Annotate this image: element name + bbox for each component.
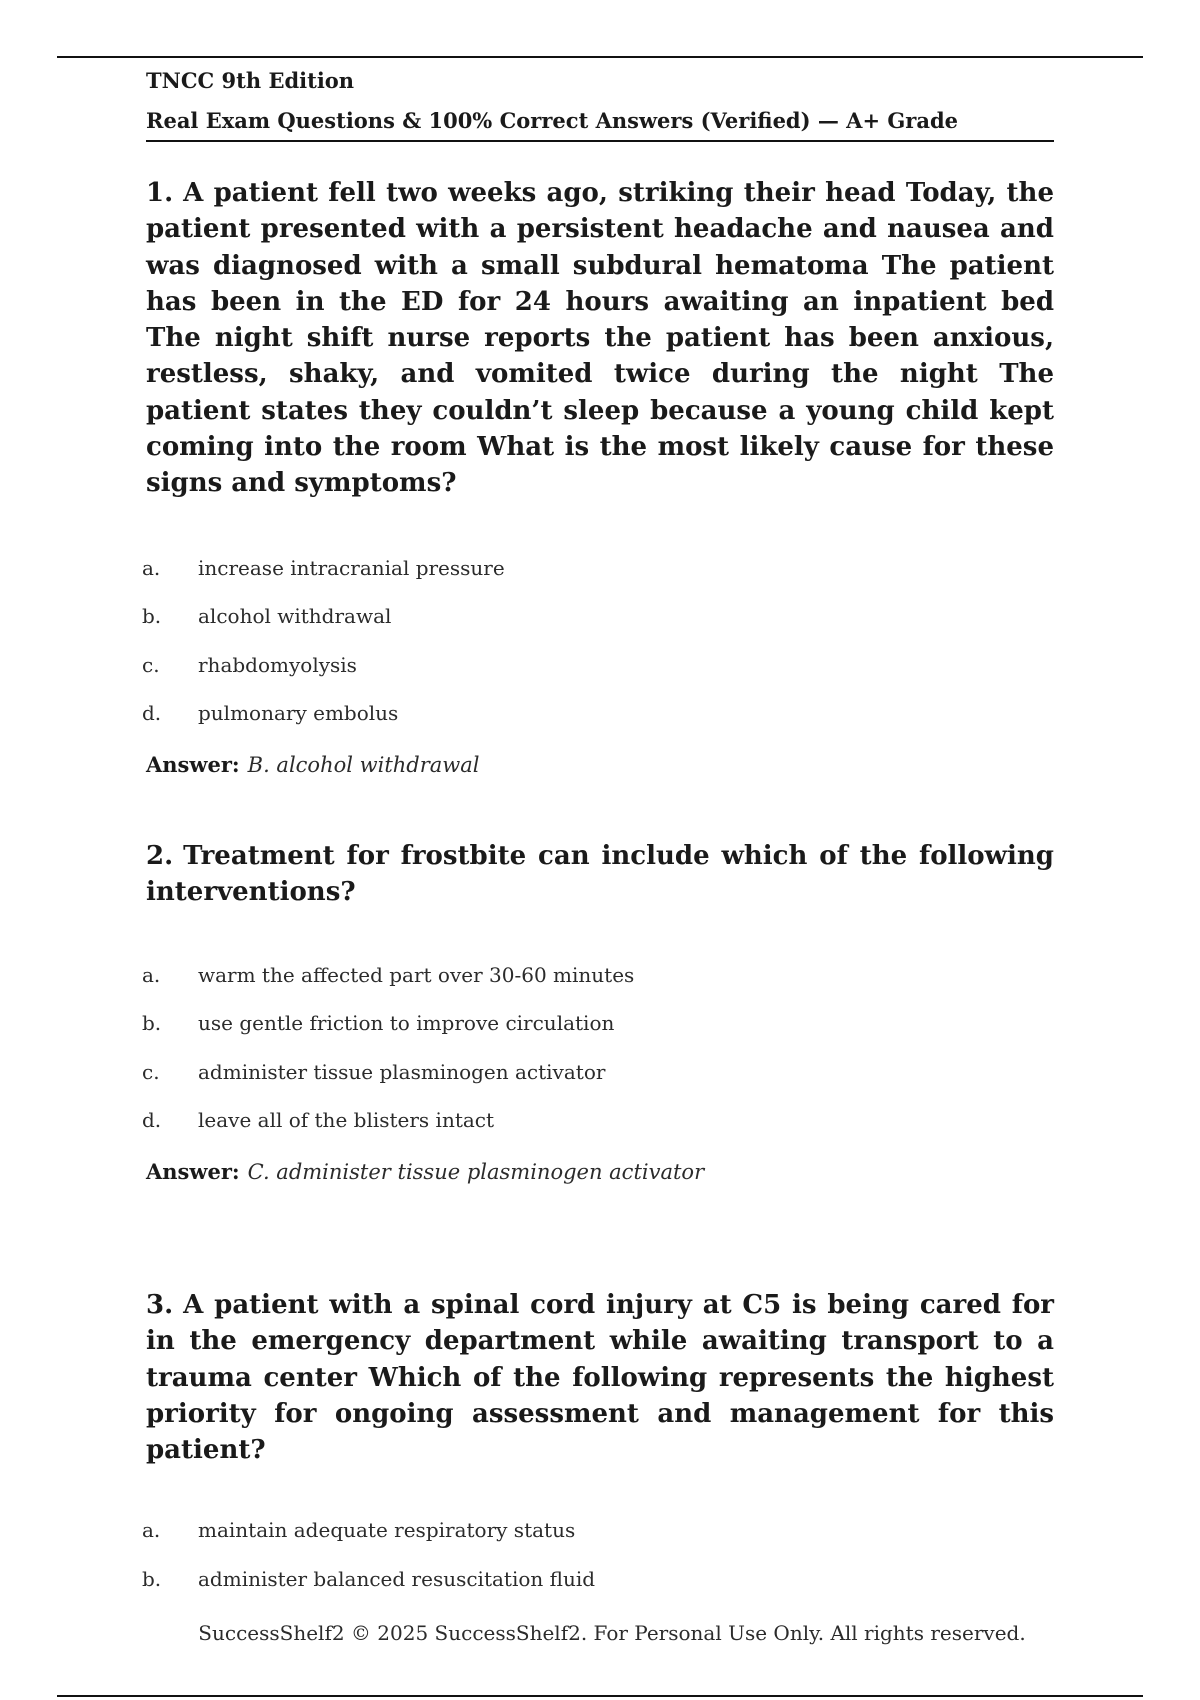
option-letter: a. xyxy=(142,962,161,987)
option-item xyxy=(142,962,1054,1012)
option-text: maintain adequate respiratory status xyxy=(198,1518,576,1543)
answer-line xyxy=(146,1159,1054,1184)
question-number: 2. xyxy=(146,841,174,871)
question-1 xyxy=(142,175,1054,777)
option-item xyxy=(142,701,1054,750)
option-text: leave all of the blisters intact xyxy=(198,1108,495,1133)
question-body: Treatment for frostbite can include which of the following interventions? xyxy=(146,841,1054,908)
answer-value: B. alcohol withdrawal xyxy=(247,752,480,777)
bottom-rule xyxy=(57,1695,1143,1697)
option-letter: b. xyxy=(142,1011,162,1036)
option-text: increase intracranial pressure xyxy=(198,555,505,580)
question-text xyxy=(146,175,1054,502)
question-number: 3. xyxy=(146,1290,174,1320)
question-2 xyxy=(142,838,1054,1184)
option-item xyxy=(142,1011,1054,1060)
option-letter: a. xyxy=(142,1518,161,1543)
option-letter: a. xyxy=(142,555,161,580)
option-item xyxy=(142,555,1054,605)
option-text: administer balanced resuscitation fluid xyxy=(198,1566,596,1591)
document-title: TNCC 9th Edition xyxy=(146,68,355,93)
option-text: use gentle friction to improve circulation xyxy=(198,1011,615,1036)
answer-label: Answer: xyxy=(146,751,240,777)
option-letter: b. xyxy=(142,604,162,629)
top-rule xyxy=(57,56,1143,58)
question-body: A patient with a spinal cord injury at C5 is being cared for in the emergency department while awaiting transport to a trauma center Which of the following represents the highest priority for ongoing assessment and management for this patient? xyxy=(146,1290,1054,1466)
question-text xyxy=(146,1287,1054,1468)
page-header xyxy=(146,64,1054,142)
option-list xyxy=(142,555,1054,750)
question-number: 1. xyxy=(146,178,174,208)
option-text: administer tissue plasminogen activator xyxy=(198,1059,606,1084)
option-item xyxy=(142,1518,1054,1567)
option-letter: c. xyxy=(142,1059,160,1084)
option-item xyxy=(142,1059,1054,1109)
option-text: alcohol withdrawal xyxy=(198,604,392,629)
option-item xyxy=(142,1566,1054,1616)
option-text: warm the affected part over 30-60 minutes xyxy=(198,962,635,987)
option-text: rhabdomyolysis xyxy=(198,652,357,677)
answer-label: Answer: xyxy=(146,1158,240,1184)
option-item xyxy=(142,604,1054,653)
question-text xyxy=(146,838,1054,911)
answer-line xyxy=(146,752,1054,777)
option-letter: c. xyxy=(142,652,160,677)
option-text: pulmonary embolus xyxy=(198,701,399,726)
answer-value: C. administer tissue plasminogen activator xyxy=(247,1159,705,1184)
document-subtitle: Real Exam Questions & 100% Correct Answers (Verified) — A+ Grade xyxy=(146,106,1054,142)
option-item xyxy=(142,1108,1054,1157)
question-body: A patient fell two weeks ago, striking their head Today, the patient presented with a persistent headache and nausea and was diagnosed with a small subdural hematoma The patient has been in the ED for 24 hours awaiting an inpatient bed The night shift nurse reports the patient has been anxious, restless, shaky, and vomited twice during the night The patient states they couldn’t sleep because a young child kept coming into the room What is the most likely cause for these signs and symptoms? xyxy=(146,178,1054,499)
option-list xyxy=(142,1518,1054,1615)
question-3 xyxy=(142,1287,1054,1615)
option-letter: d. xyxy=(142,701,162,726)
page-footer: SuccessShelf2 © 2025 SuccessShelf2. For Personal Use Only. All rights reserved. xyxy=(198,1621,1026,1645)
option-item xyxy=(142,652,1054,702)
option-letter: b. xyxy=(142,1566,162,1591)
option-list xyxy=(142,962,1054,1157)
option-letter: d. xyxy=(142,1108,162,1133)
